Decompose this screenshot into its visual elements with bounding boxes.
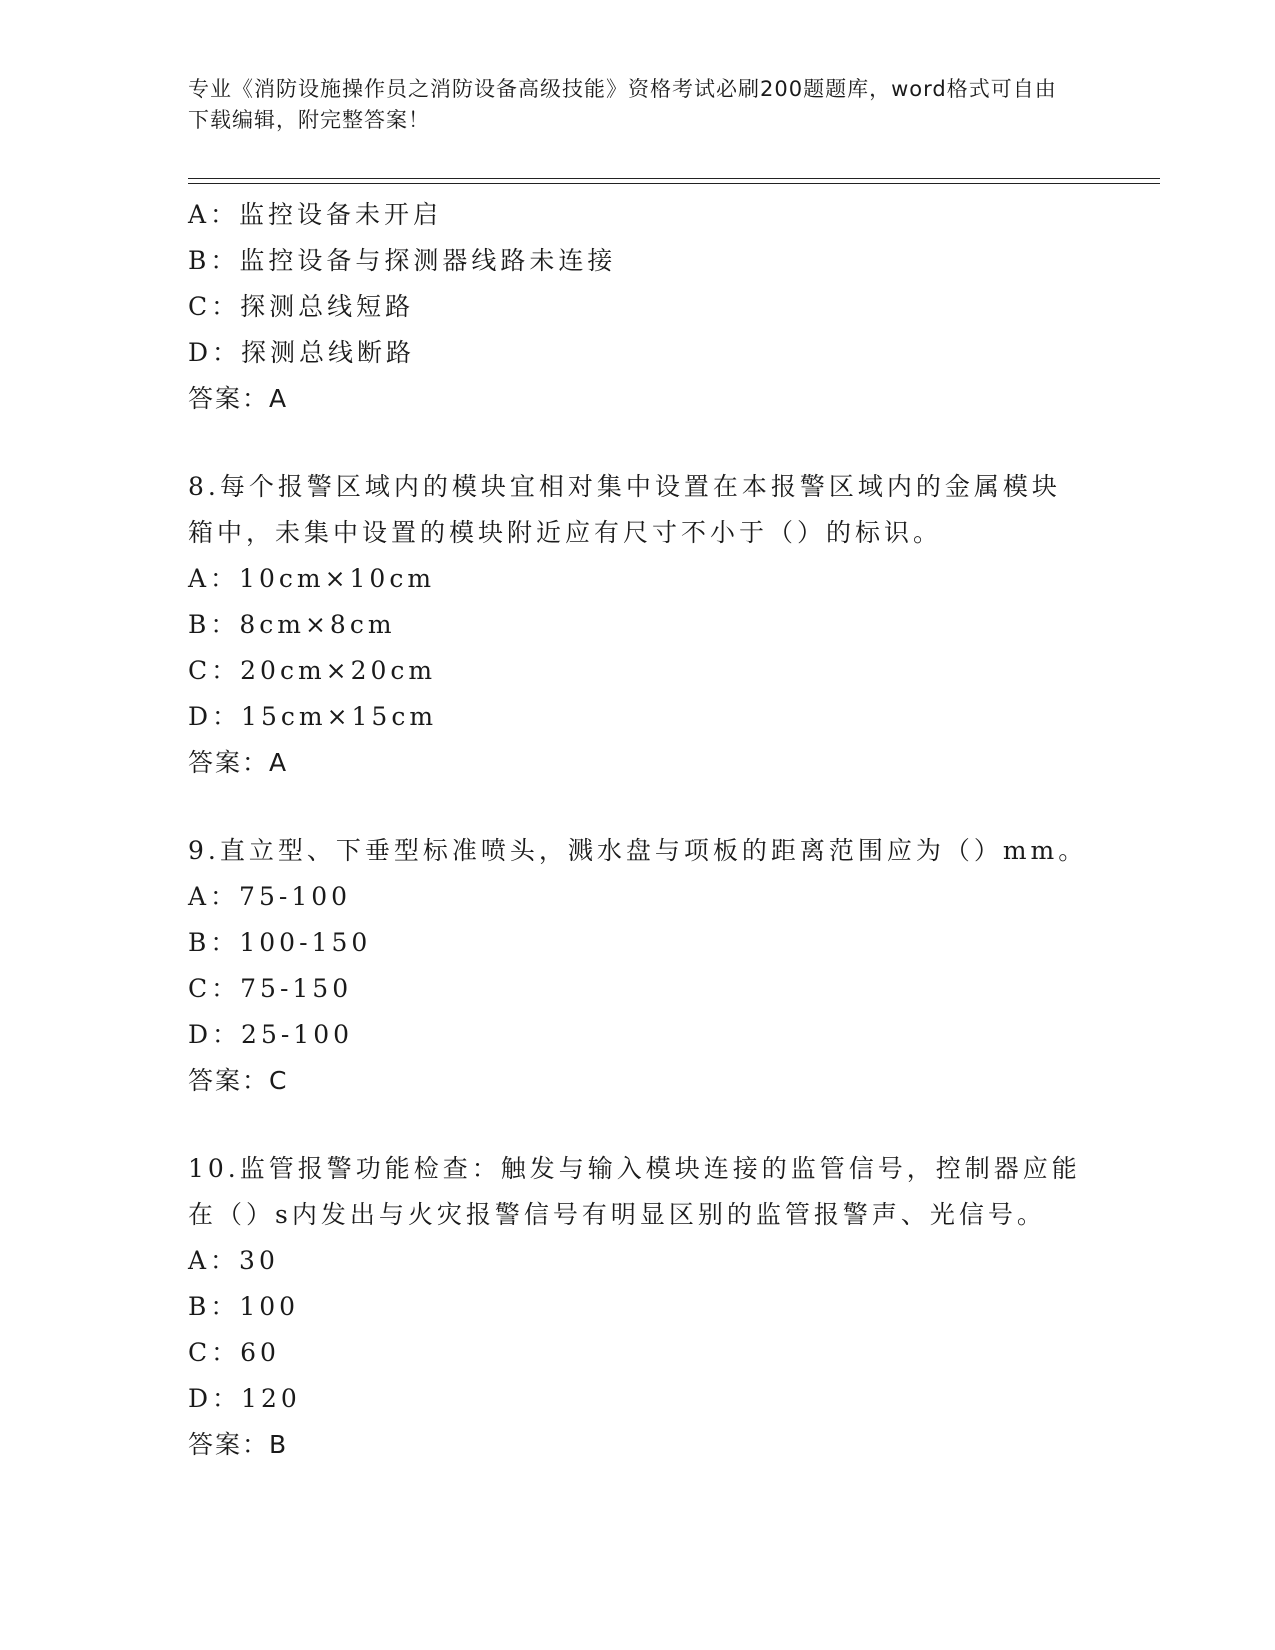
question-10 xyxy=(188,1146,1088,1468)
question-list xyxy=(188,192,1088,1468)
option-b: B：100 xyxy=(188,1292,300,1321)
option-c: C：60 xyxy=(188,1338,280,1367)
option-b: B：监控设备与探测器线路未连接 xyxy=(188,246,617,275)
answer: 答案：A xyxy=(188,384,289,413)
option-a: A：30 xyxy=(188,1246,279,1275)
question-text: 10.监管报警功能检查：触发与输入模块连接的监管信号，控制器应能在（）s内发出与火灾报警信号有明显区别的监管报警声、光信号。 xyxy=(188,1154,1081,1229)
question-9 xyxy=(188,828,1088,1104)
question-8 xyxy=(188,464,1088,786)
question-text: 8.每个报警区域内的模块宜相对集中设置在本报警区域内的金属模块箱中，未集中设置的模块附近应有尺寸不小于（）的标识。 xyxy=(188,472,1061,547)
question-7 xyxy=(188,192,1088,422)
option-a: A：10cm×10cm xyxy=(188,564,436,593)
option-d: D：120 xyxy=(188,1384,301,1413)
option-c: C：75-150 xyxy=(188,974,353,1003)
answer: 答案：B xyxy=(188,1430,289,1459)
option-a: A：监控设备未开启 xyxy=(188,200,443,229)
header-divider-bottom xyxy=(188,183,1160,184)
spacer xyxy=(188,786,1088,828)
question-text: 9.直立型、下垂型标准喷头，溅水盘与项板的距离范围应为（）mm。 xyxy=(188,836,1088,865)
answer: 答案：A xyxy=(188,748,289,777)
option-a: A：75-100 xyxy=(188,882,352,911)
option-b: B：100-150 xyxy=(188,928,372,957)
option-d: D：15cm×15cm xyxy=(188,702,438,731)
spacer xyxy=(188,1104,1088,1146)
spacer xyxy=(188,422,1088,464)
document-header: 专业《消防设施操作员之消防设备高级技能》资格考试必刷200题题库，word格式可自由下载编辑，附完整答案！ xyxy=(188,77,1057,132)
option-d: D：25-100 xyxy=(188,1020,354,1049)
option-d: D：探测总线断路 xyxy=(188,338,416,367)
header-divider-top xyxy=(188,178,1160,179)
option-c: C：探测总线短路 xyxy=(188,292,415,321)
option-b: B：8cm×8cm xyxy=(188,610,396,639)
answer: 答案：C xyxy=(188,1066,289,1095)
option-c: C：20cm×20cm xyxy=(188,656,437,685)
